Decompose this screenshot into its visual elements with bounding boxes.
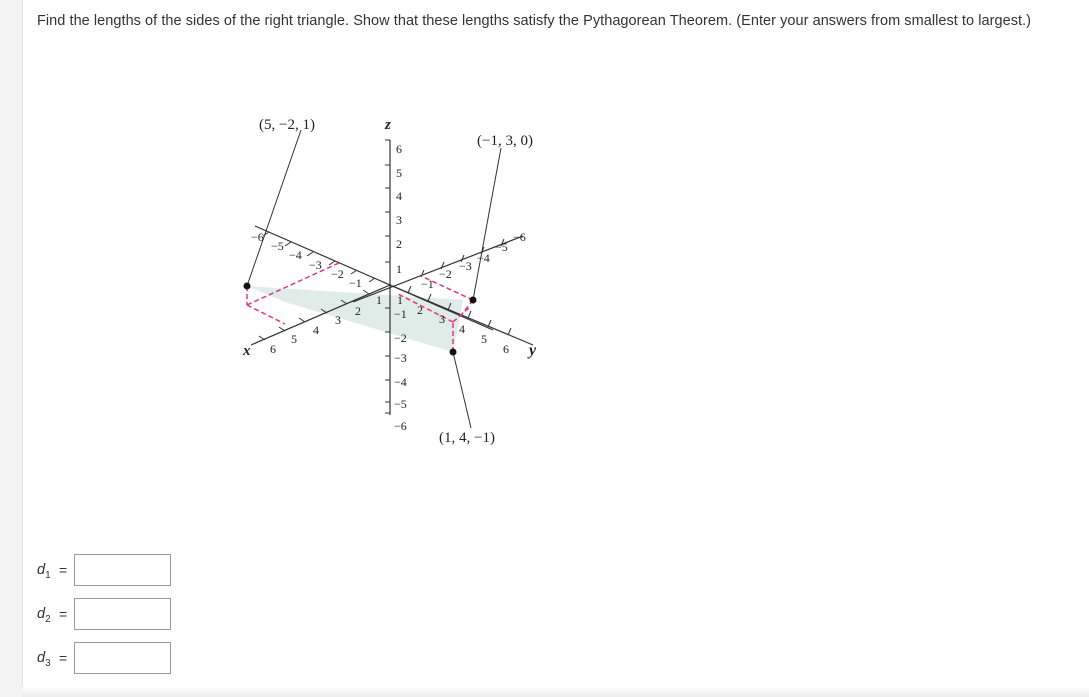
x-tick-label: 6 <box>270 342 276 356</box>
x-tick-label: −4 <box>289 248 302 262</box>
z-tick-label: 6 <box>396 142 402 156</box>
x-tick-label: 5 <box>291 332 297 346</box>
x-tick-label: −2 <box>331 267 344 281</box>
y-tick-label: 3 <box>439 312 445 326</box>
leader-p2 <box>473 148 501 300</box>
y-tick-label: −3 <box>459 259 472 273</box>
z-tick-label: 2 <box>396 237 402 251</box>
z-axis-ticks <box>385 140 390 413</box>
point-label-p2: (−1, 3, 0) <box>477 133 533 149</box>
z-tick-label: −3 <box>394 351 407 365</box>
y-tick-label: −6 <box>513 230 526 244</box>
y-tick-label: 6 <box>503 342 509 356</box>
x-tick-label: −5 <box>271 239 284 253</box>
z-tick-label: 3 <box>396 213 402 227</box>
leader-p3 <box>453 352 471 428</box>
z-tick-label: 4 <box>396 189 402 203</box>
y-tick-label: 2 <box>417 303 423 317</box>
x-tick-label: −6 <box>251 230 264 244</box>
question-panel <box>22 0 1089 697</box>
equals-sign: = <box>59 650 68 666</box>
z-tick-label: −6 <box>394 419 407 433</box>
z-tick-label: 5 <box>396 166 402 180</box>
triangle-3d-figure <box>23 0 1089 505</box>
point-p2 <box>470 297 477 304</box>
y-tick-label: −4 <box>477 251 490 265</box>
x-tick-label: −1 <box>349 276 362 290</box>
z-tick-label: −2 <box>394 331 407 345</box>
y-tick-label: −5 <box>495 240 508 254</box>
y-tick-label: 4 <box>459 322 465 336</box>
answer-input-d3[interactable] <box>74 642 171 674</box>
answer-input-d2[interactable] <box>74 598 171 630</box>
answer-label-d2: $d_2$ <box>37 606 51 625</box>
y-tick-label: 5 <box>481 332 487 346</box>
x-tick-label: 2 <box>355 304 361 318</box>
x-axis-label: x <box>243 343 251 359</box>
x-tick-label: 4 <box>313 323 319 337</box>
z-tick-label: −1 <box>394 307 407 321</box>
z-axis-label: z <box>385 117 391 133</box>
x-tick-label: −3 <box>309 258 322 272</box>
answer-row-d3 <box>37 642 237 676</box>
answer-row-d1 <box>37 554 237 588</box>
equals-sign: = <box>59 562 68 578</box>
y-tick-label: 1 <box>397 293 403 307</box>
point-p3 <box>450 349 457 356</box>
y-axis-label: y <box>529 342 537 359</box>
z-tick-label: 1 <box>396 262 402 276</box>
answer-row-d2 <box>37 598 237 632</box>
question-text: Find the lengths of the sides of the right triangle. Show that these lengths satisfy the Pythagorean Theorem. (Enter your answers from smallest to largest.) <box>37 13 1032 29</box>
answer-label-d1: $d_1$ <box>37 562 51 581</box>
y-tick-label: −2 <box>439 267 452 281</box>
answer-label-d3: $d_3$ <box>37 650 51 669</box>
x-tick-label: 1 <box>376 293 382 307</box>
x-tick-label: 3 <box>335 313 341 327</box>
leader-p1 <box>247 130 301 286</box>
point-p1 <box>244 283 251 290</box>
y-tick-label: −1 <box>421 277 434 291</box>
z-tick-label: −4 <box>394 375 407 389</box>
equals-sign: = <box>59 606 68 622</box>
point-label-p3: (1, 4, −1) <box>439 430 495 446</box>
point-label-p1: (5, −2, 1) <box>259 117 315 133</box>
z-tick-label: −5 <box>394 397 407 411</box>
bottom-shadow <box>22 687 1089 697</box>
answer-input-d1[interactable] <box>74 554 171 586</box>
